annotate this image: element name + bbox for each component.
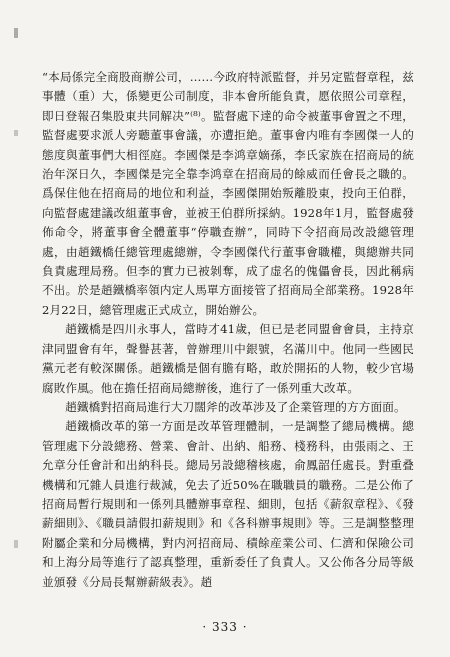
paragraph: 趙鐵橋對招商局進行大刀闊斧的改革涉及了企業管理的方方面面。 xyxy=(65,399,406,414)
scan-mark xyxy=(14,130,18,136)
body-text xyxy=(42,68,414,592)
paragraph: 趙鐵橋是四川永事人，當時才41歲，但已是老同盟會會員，主持京津同盟會有年，聲譽甚著，曾辦理川中銀號，名滿川中。他同一些國民黨元老有較深關係。趙鐵橋是個有膽有略，敢於開拓的人物，較少官場腐敗作風。他在擔任招商局總辦後，進行了一係列重大改革。 xyxy=(42,322,414,395)
scan-mark xyxy=(14,28,18,38)
paragraph: 趙鐵橋改革的第一方面是改革管理體制，一是調整了總局機構。總管理處下分設總務、營業、會計、出納、船務、棧務科，由張雨之、王允章分任會計和出納科長。總局另設總稽核處，俞鳳韶任處長。對重叠機構和冗雜人員進行裁減，免去了近50%在職職員的職務。二是公佈了招商局暫行規則和一係列具體辦事章程、細則，包括《薪叙章程》、《發薪細則》、《職員請假扣薪規則》和《各科辦事規則》等。三是調整整理附屬企業和分局機構，對内河招商局、積餘産業公司、仁濟和保險公司和上海分局等進行了認真整理，重新委任了負責人。又公佈各分局等級並頒發《分局長幫辦薪級表》。趙 xyxy=(42,419,414,589)
paragraph: “本局係完全商股商辦公司，……今政府特派監督，并另定監督章程，兹事體（重）大，係變更公司制度，非本會所能負責，愿依照公司章程，即日登報召集股東共同解决”⁽⁸⁾。監督處下達的命令被董事會置之不理，監督處要求派人旁聽董事會議，亦遭拒絶。董事會内唯有李國傑一人的態度與董事們大相徑庭。李國傑是李鸿章嫡孫，李氏家族在招商局的統治年深日久，李國傑是完全靠李鸿章在招商局的餘威而任會長之職的。爲保住他在招商局的地位和利益，李國傑開始叛離股東，投向王伯群，向監督處建議改組董事會，並被王伯群所採納。1928年1月，監督處發佈命令，將董事會全體董事“停職查辦”，同時下令招商局改設總管理處，由趙鐵橋任總管理處總辦，令李國傑代行董事會職權，與總辦共同負責處理局務。但李的實力已被剝奪，成了虚名的傀儡會長，因此稱病不出。於是趙鐵橋率領内定人馬單方面接管了招商局全部業務。1928年2月22日，總管理處正式成立，開始辦公。 xyxy=(42,70,414,317)
page-number: · 333 · xyxy=(202,620,248,634)
scan-mark xyxy=(14,540,18,548)
